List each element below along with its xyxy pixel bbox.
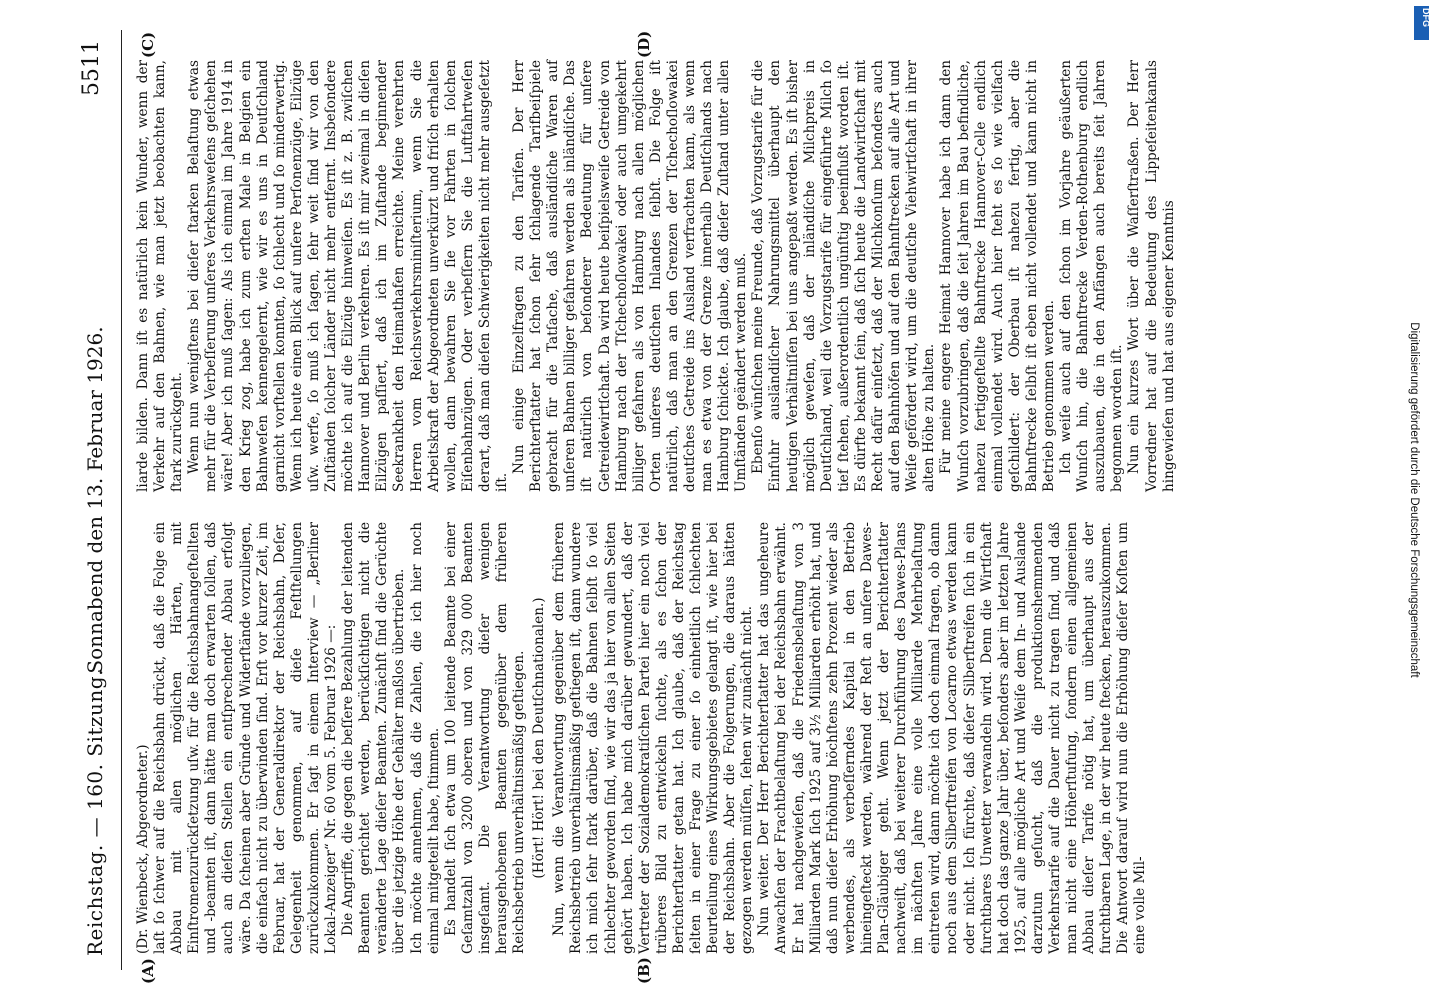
session-date: Sonnabend den 13. Februar 1926.: [83, 326, 107, 674]
paragraph: Nun einige Einzelfragen zu den Tarifen. Der Herr Berichterſtatter hat ſchon ſehr ſchlagende Tarifbeiſpiele gebracht für die Tatſache, daß ausländiſche Waren auf unſeren Bahnen billiger gefahren werden als inländiſche. Das iſt natürlich von beſonderer Bedeutung für unſere Getreidewirtſchaft. Da wird heute beiſpielsweiſe Getreide von Hamburg nach der Tſchechoſlowakei oder auch umgekehrt billiger gefahren als von Hamburg nach allen möglichen Orten unſeres deutſchen Inlandes ſelbſt. Die Folge iſt natürlich, daß man an den Grenzen der Tſchechoſlowakei deutſches Getreide ins Ausland verfrachten kann, als wenn man es etwa von der Grenze innerhalb Deutſchlands nach Hamburg ſchickte. Ich glaube, daß dieſer Zuſtand unter allen Umſtänden geändert werden muß.: [511, 60, 750, 492]
quoted-paragraph: Die Angriffe, die gegen die beſſere Bezahlung der leitenden Beamten gerichtet werden, berückſichtigen nicht die veränderte Lage dieſer Beamten. Zunächſt ſind die Gerüchte über die jetzige Höhe der Gehälter maßlos übertrieben.: [340, 522, 408, 954]
paragraph: Ich möchte annehmen, daß die Zahlen, die ich hier noch einmal mitgeteilt habe, ſtimmen.: [408, 522, 442, 954]
paragraph: Nun weiter. Der Herr Berichterſtatter hat das ungeheure Anwachſen der Frachtbelaſtung bei der Reichsbahn erwähnt. Er hat nachgewieſen, daß die Friedensbelaſtung von 3 Milliarden Mark ſich 1925 auf 3½ Milliarden erhöht hat, und daß nun dieſer Erhöhung höchſtens zehn Prozent wieder als werbendes, als verbeſſerndes Kapital in den Betrieb hineingeſteckt werden, während der Reſt an unſere Dawes-Plan-Gläubiger geht. Wenn jetzt der Berichterſtatter nachweiſt, daß bei weiterer Durchführung des Dawes-Plans im nächſten Jahre eine volle Milliarde Mehrbelaſtung eintreten wird, dann möchte ich doch einmal fragen, ob dann noch aus dem Silberſtreifen von Locarno etwas werden kann oder nicht. Ich fürchte, daß dieſer Silberſtreifen ſich in ein furchtbares Unwetter verwandeln wird. Denn die Wirtſchaft hat doch das ganze Jahr über, beſonders aber im letzten Jahre 1925, auf alle mögliche Art und Weiſe dem In- und Auslande darzutun geſucht, daß die produktionshemmenden Verkehrstarife auf die Dauer nicht zu tragen ſind, und daß man nicht eine Höherſtufung, ſondern einen allgemeinen Abbau dieſer Tarife nötig hat, um überhaupt aus der furchtbaren Lage, in der wir heute ſtecken, herauszukommen. Die Antwort darauf wird nun die Erhöhung dieſer Koſten um eine volle Mil-: [756, 522, 1149, 954]
margin-mark-c: (C): [139, 31, 157, 58]
session-title: Reichstag. — 160. Sitzung.: [83, 669, 107, 956]
margin-mark-d: (D): [635, 30, 653, 58]
rotated-document-page: [75, 30, 1177, 984]
paragraph: Ebenſo wünſchen meine Freunde, daß Vorzugstarife für die Einfuhr ausländiſcher Nahrungsmittel überhaupt den heutigen Verhältniſſen bei uns angepaßt werden. Es iſt bisher möglich geweſen, daß der inländiſche Milchpreis in Deutſchland, weil die Vorzugstarife für eingeführte Milch ſo tief ſtehen, außerordentlich ungünſtig beeinflußt worden iſt. Es dürfte bekannt ſein, daß ſich heute die Landwirtſchaft mit Recht dafür einſetzt, daß der Milchkonſum beſonders auch auf den Bahnhöfen und auf den Bahnſtrecken auf alle Art und Weiſe gefördert wird, um die deutſche Viehwirtſchaft in ihrer alten Höhe zu halten.: [750, 60, 938, 492]
margin-mark-b: (B): [635, 957, 653, 984]
margin-mark-a: (A): [139, 958, 157, 984]
paragraph: Wenn nun wenigſtens bei dieſer ſtarken Belaſtung etwas mehr für die Verbeſſerung unſeres Verkehrsweſens geſchehen wäre! Aber ich muß ſagen: Als ich einmal im Jahre 1914 in den Krieg zog, habe ich zum erſten Male in Belgien ein Bahnweſen kennengelernt, wie wir es uns in Deutſchland garnicht vorſtellen konnten, ſo ſchlecht und ſo minderwertig. Wenn ich heute einen Blick auf unſere Perſonenzüge, Eilzüge uſw. werfe, ſo muß ich ſagen, ſehr weit ſind wir von den Zuſtänden ſolcher Länder nicht mehr entfernt. Insbeſondere möchte ich auf die Eilzüge hinweiſen. Es iſt z. B. zwiſchen Hannover und Berlin verkehren. Es iſt mir zweimal in dieſen Eilzügen paſſiert, daß ich im Zuſtande beginnender Seekrankheit den Heimathafen erreichte. Meine verehrten Herren vom Reichsverkehrsminiſterium, wenn Sie die Arbeitskraft der Abgeordneten unverkürzt und friſch erhalten wollen, dann bewahren Sie ſie vor Fahrten in ſolchen Eiſenbahnzügen. Oder verbeſſern Sie die Luftfahrtweſen derart, daß man dieſen Schwierigkeiten nicht mehr ausgeſetzt iſt.: [186, 60, 510, 492]
page-header: [75, 30, 122, 970]
digitization-note-text: Digitalisierung gefördert durch die Deutsche Forschungsgemeinschaft: [1408, 322, 1420, 678]
paragraph: liarde bilden. Dann iſt es natürlich kein Wunder, wenn der Verkehr auf den Bahnen, wie man jetzt beobachten kann, ſtark zurückgeht.: [135, 60, 186, 492]
left-text-column: [135, 522, 1149, 954]
paragraph: Ich weiſe auch auf den ſchon im Vorjahre geäußerten Wunſch hin, die Bahnſtrecke Verden-Rothenburg endlich auszubauen, die in den Anfängen auch bereits ſeit Jahren begonnen worden iſt.: [1058, 60, 1126, 492]
page-number: 5511: [79, 40, 104, 96]
dfg-logo-text: DFG: [1421, 8, 1431, 27]
interjection: (Hört! Hört! bei den Deutſchnationalen.): [531, 597, 548, 879]
paragraph: Nun, wenn die Verantwortung gegenüber dem früheren Reichsbetrieb unverhältnismäßig geſtiegen iſt, dann wundere ich mich ſehr ſtark darüber, daß die Bahnen ſelbſt ſo viel ſchlechter geworden ſind, wie wir das ja hier von allen Seiten gehört haben. Ich habe mich darüber gewundert, daß der Vertreter der Sozialdemokratiſchen Partei hier ein noch viel trüberes Bild zu entwickeln ſuchte, als es ſchon der Berichterſtatter getan hat. Ich glaube, daß der Reichstag ſelten in einer Frage zu einer ſo einheitlich ſchlechten Beurteilung eines Wirkungsgebietes gelangt iſt, wie hier bei der Reichsbahn. Aber die Folgerungen, die daraus hätten gezogen werden müſſen, ſehen wir zunächſt nicht.: [551, 522, 756, 954]
paragraph: Für meine engere Heimat Hannover habe ich dann den Wunſch vorzubringen, daß die ſeit Jahren im Bau befindliche, nahezu fertiggeſtellte Bahnſtrecke Hannover-Celle endlich einmal vollendet wird. Auch hier ſteht es ſo wie vielfach geſchildert: der Oberbau iſt nahezu fertig, aber die Bahnſtrecke ſelbſt iſt eben nicht vollendet und kann nicht in Betrieb genommen werden.: [938, 60, 1057, 492]
paragraph: laſt ſo ſchwer auf die Reichsbahn drückt, daß die Folge ein Abbau mit allen möglichen Härten, mit Einſtromenzurückſetzung uſw. für die Reichsbahnangeſtellten und -beamten iſt, dann hätte man doch erwarten ſollen, daß auch an dieſen Stellen ein entſprechender Abbau erfolgt wäre. Da ſcheinen aber Gründe und Widerſtände vorzuliegen, die einfach nicht zu überwinden ſind. Erſt vor kurzer Zeit, im Februar, hat der Generaldirektor der Reichsbahn, Deſer, Gelegenheit genommen, auf dieſe Feſtſtellungen zurückzukommen. Er ſagt in einem Interview — „Berliner Lokal-Anzeiger“ Nr. 60 vom 5. Februar 1926 —:: [152, 522, 340, 954]
digitization-note: [1402, 0, 1432, 1000]
paragraph: Nun ein kurzes Wort über die Waſſerſtraßen. Der Herr Vorredner hat auf die Bedeutung des Lippeſeitenkanals hingewieſen und hat aus eigener Kenntnis: [1126, 60, 1177, 492]
speaker-line: (Dr. Wienbeck, Abgeordneter.): [135, 744, 151, 954]
quoted-paragraph: Es handelt ſich etwa um 100 leitende Beamte bei einer Geſamtzahl von 3200 oberen und von 329 000 Beamten insgeſamt. Die Verantwortung dieſer wenigen herausgehobenen Beamten gegenüber dem früheren Reichsbetrieb unverhältnismäßig geſtiegen.: [442, 522, 528, 954]
right-text-column: [135, 60, 1177, 492]
